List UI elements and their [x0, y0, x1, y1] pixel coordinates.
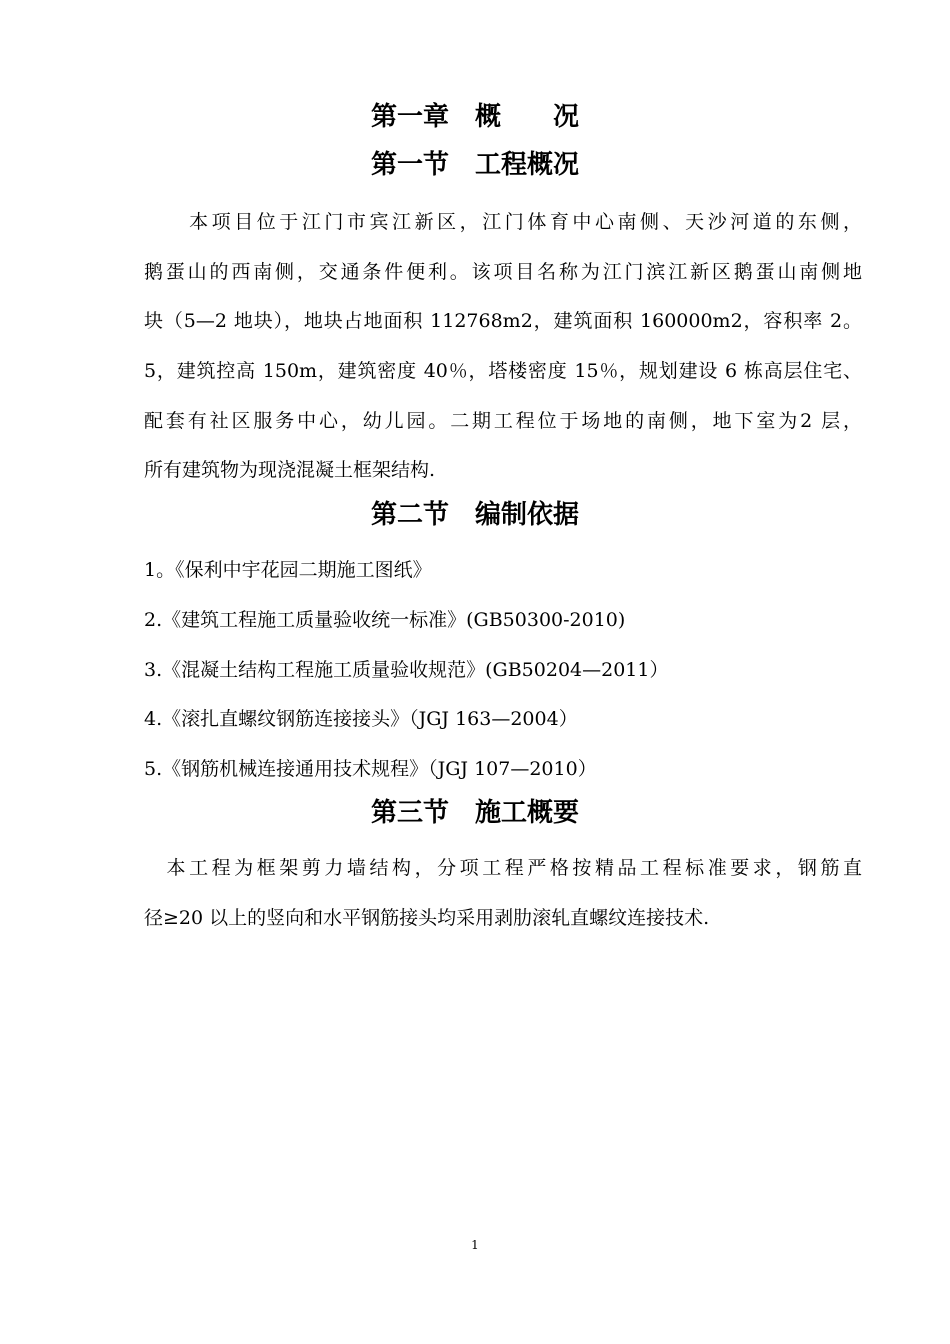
- reference-item: 4.《滚扎直螺纹钢筋连接接头》（JGJ 163—2004）: [144, 708, 578, 730]
- section-2-title: 第二节 编制依据: [370, 500, 579, 530]
- paragraph-line: 配套有社区服务中心，幼儿园。二期工程位于场地的南侧，地下室为2 层，: [144, 410, 862, 432]
- paragraph-line: 径≥20 以上的竖向和水平钢筋接头均采用剥肋滚轧直螺纹连接技术.: [144, 907, 710, 929]
- section-3-title: 第三节 施工概要: [370, 798, 579, 828]
- paragraph-line: 鹅蛋山的西南侧，交通条件便利。该项目名称为江门滨江新区鹅蛋山南侧地: [144, 261, 862, 283]
- reference-item: 3.《混凝土结构工程施工质量验收规范》(GB50204—2011）: [144, 659, 669, 681]
- paragraph-line: 本工程为框架剪力墙结构，分项工程严格按精品工程标准要求，钢筋直: [144, 857, 862, 879]
- reference-item: 1。《保利中宇花园二期施工图纸》: [144, 559, 432, 581]
- page-number: 1: [471, 1238, 479, 1252]
- reference-item: 2.《建筑工程施工质量验收统一标准》(GB50300-2010): [144, 609, 626, 631]
- reference-item: 5.《钢筋机械连接通用技术规程》（JGJ 107—2010）: [144, 758, 597, 780]
- section-1-title: 第一节 工程概况: [370, 150, 579, 180]
- paragraph-line: 本项目位于江门市宾江新区，江门体育中心南侧、天沙河道的东侧，: [144, 211, 862, 233]
- paragraph-line: 块（5—2 地块），地块占地面积 112768m2，建筑面积 160000m2，容积率 2。: [144, 310, 862, 332]
- chapter-title: 第一章 概 况: [370, 102, 579, 132]
- paragraph-line: 5，建筑控高 150m，建筑密度 40％，塔楼密度 15％，规划建设 6 栋高层住宅、: [144, 360, 862, 382]
- paragraph-line: 所有建筑物为现浇混凝土框架结构.: [144, 459, 436, 481]
